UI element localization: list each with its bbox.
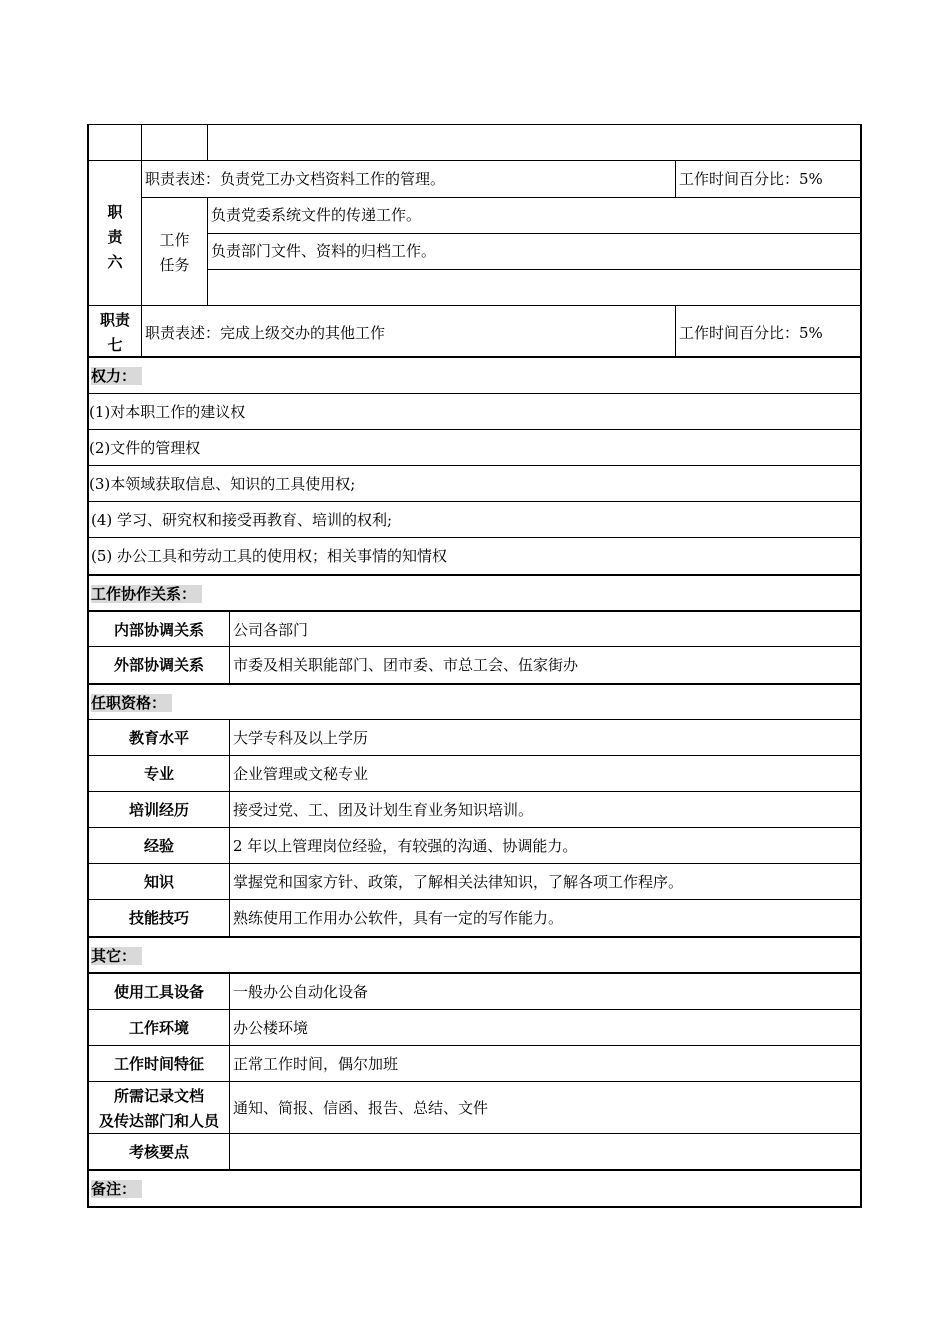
relation-label: 内部协调关系 bbox=[113, 621, 204, 639]
other-label: 工作环境 bbox=[128, 1019, 189, 1037]
power-item: (1)对本职工作的建议权 bbox=[89, 403, 246, 421]
qualification-value: 接受过党、工、团及计划生育业务知识培训。 bbox=[233, 801, 534, 819]
qualification-label: 教育水平 bbox=[128, 729, 189, 747]
qualification-value: 掌握党和国家方针、政策，了解相关法律知识，了解各项工作程序。 bbox=[233, 873, 684, 891]
duty7-description: 职责表述：完成上级交办的其他工作 bbox=[145, 324, 386, 342]
other-label-multiline: 所需记录文档 及传达部门和人员 bbox=[98, 1087, 219, 1130]
power-item: (4) 学习、研究权和接受再教育、培训的权利; bbox=[91, 511, 393, 529]
qualifications-title: 任职资格： bbox=[91, 685, 172, 721]
relations-title: 工作协作关系： bbox=[91, 576, 202, 612]
other-label: 考核要点 bbox=[128, 1143, 189, 1161]
duty6-label: 职 责 六 bbox=[107, 203, 123, 271]
qualification-label: 知识 bbox=[143, 873, 174, 891]
relation-label: 外部协调关系 bbox=[113, 656, 204, 674]
qualification-label: 培训经历 bbox=[128, 801, 189, 819]
powers-title: 权力： bbox=[91, 358, 142, 394]
duty6-tasks-label: 工作 任务 bbox=[159, 231, 190, 274]
qualification-value: 企业管理或文秘专业 bbox=[233, 765, 369, 783]
qualification-value: 大学专科及以上学历 bbox=[233, 729, 369, 747]
other-label: 工作时间特征 bbox=[113, 1055, 204, 1073]
power-item: (3)本领域获取信息、知识的工具使用权; bbox=[89, 475, 356, 493]
others-title: 其它： bbox=[91, 938, 142, 974]
other-value: 通知、简报、信函、报告、总结、文件 bbox=[233, 1099, 489, 1117]
qualification-label: 技能技巧 bbox=[128, 909, 189, 927]
other-label: 使用工具设备 bbox=[113, 983, 204, 1001]
other-value: 一般办公自动化设备 bbox=[233, 983, 369, 1001]
other-value: 正常工作时间，偶尔加班 bbox=[233, 1055, 399, 1073]
qualification-label: 经验 bbox=[143, 837, 174, 855]
duty6-task-2: 负责部门文件、资料的归档工作。 bbox=[211, 242, 437, 260]
remarks-title: 备注： bbox=[91, 1171, 142, 1207]
power-item: (5) 办公工具和劳动工具的使用权；相关事情的知情权 bbox=[91, 547, 448, 565]
qualification-value: 熟练使用工作用办公软件，具有一定的写作能力。 bbox=[233, 909, 564, 927]
qualification-value: 2 年以上管理岗位经验，有较强的沟通、协调能力。 bbox=[233, 837, 578, 855]
relation-value: 公司各部门 bbox=[233, 621, 309, 639]
power-item: (2)文件的管理权 bbox=[89, 439, 201, 457]
other-value: 办公楼环境 bbox=[233, 1019, 309, 1037]
duty6-description: 职责表述：负责党工办文档资料工作的管理。 bbox=[145, 170, 446, 188]
duty6-task-1: 负责党委系统文件的传递工作。 bbox=[211, 206, 422, 224]
duty7-time-percent: 工作时间百分比：5% bbox=[679, 324, 823, 342]
duty7-label: 职责 七 bbox=[99, 311, 130, 354]
relation-value: 市委及相关职能部门、团市委、市总工会、伍家街办 bbox=[233, 656, 579, 674]
duty6-time-percent: 工作时间百分比：5% bbox=[679, 170, 823, 188]
qualification-label: 专业 bbox=[143, 765, 174, 783]
